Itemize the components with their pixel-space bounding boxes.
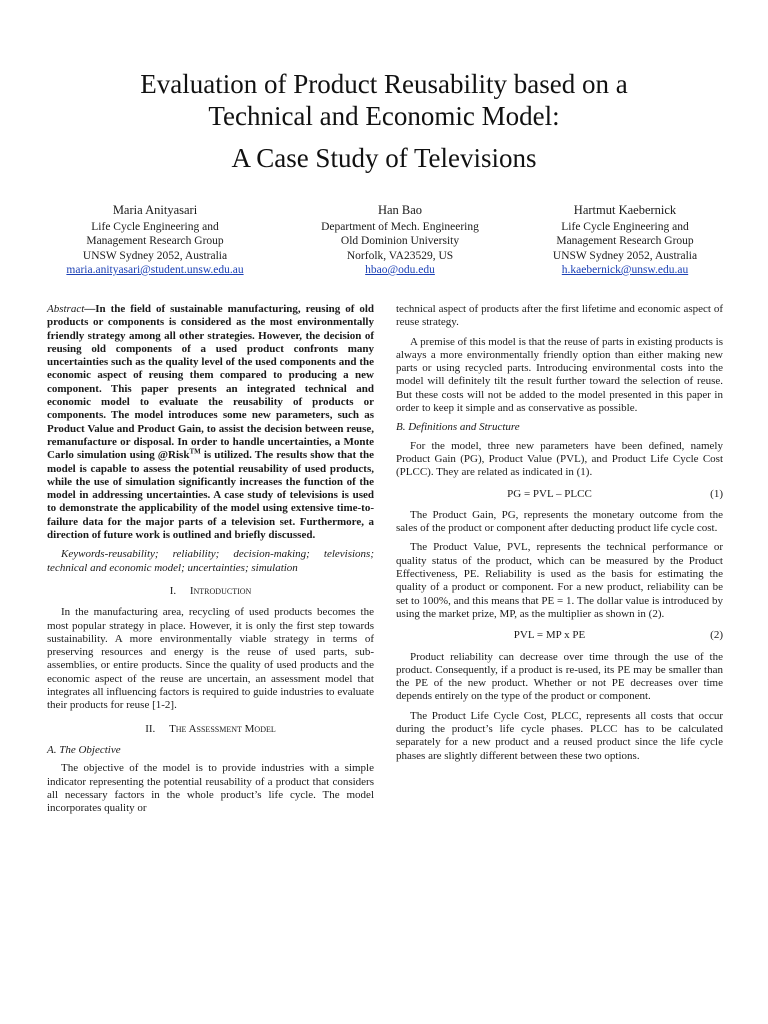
abstract-dash: — [84, 303, 96, 315]
paragraph: The Product Gain, PG, represents the monetary outcome from the sales of the product or component after deducting product life cycle cost. [396, 508, 723, 535]
section-title: Introduction [189, 584, 252, 597]
keywords: Keywords-reusability; reliability; decision-making; televisions; technical and economic model; uncertainties; simulation [47, 548, 374, 574]
paragraph: technical aspect of products after the first lifetime and economic aspect of reuse strategy. [396, 303, 723, 329]
section-number: II. [145, 722, 156, 735]
equation-1 [396, 488, 723, 501]
paper-title-line-2: Technical and Economic Model: [208, 101, 560, 131]
author-affiliation: Management Research Group [86, 235, 224, 248]
right-column [396, 303, 723, 769]
abstract [47, 303, 374, 542]
author-affiliation: Old Dominion University [340, 235, 460, 248]
equation-2 [396, 629, 723, 642]
paragraph: In the manufacturing area, recycling of used products becomes the most popular strategy in place. However, it is only the first step towards sustainability. A more environmentally viable strategy in terms of preserving resources and energy is the reuse of used parts, sub-assemblies, or entire products. Since the quality of used products and the economic aspect of the reuse are uncertain, an assessment model that integrates all influencing factors is required to guide industries to evaluate their products for reuse [1-2]. [47, 606, 374, 712]
paragraph: A premise of this model is that the reuse of parts in existing products is always a more environmentally friendly option than either making new parts or using recycled parts. Introducing environmental costs into the model will definitely tilt the result further toward the selection of reuse. But these costs will not be added to the model presented in this paper in order to keep it simple and as conservative as possible. [396, 335, 723, 415]
abstract-text-2: is utilized. The results show that the model is capable to assess the potential reusability of used products, while the use of simulation significantly increases the function of the model in addressing uncertainties. A case study of televisions is used to demonstrate the applicability of the model using extensive time-to-failure data for the major parts of a television set. Furthermore, a direction of future work is outlined and briefly discussed. [47, 449, 374, 542]
paragraph: The Product Life Cycle Cost, PLCC, represents all costs that occur during the product’s life cycle phases. PLCC has to be calculated separately for a new product and a reused product since the life cycle phases are slightly different between these two options. [396, 709, 723, 762]
section-heading-assessment-model [47, 723, 374, 736]
author-affiliation: Management Research Group [556, 235, 694, 248]
section-title: The Assessment Model [169, 722, 276, 735]
trademark-mark: TM [189, 447, 201, 456]
author-affiliation: Department of Mech. Engineering [321, 221, 479, 234]
author-name: Han Bao [377, 203, 423, 217]
author-name: Hartmut Kaebernick [573, 203, 677, 217]
equation-body: PG = PVL – PLCC [507, 487, 592, 500]
paragraph: Product reliability can decrease over time through the use of the product. Consequently, if a product is re-used, its PE may be smaller than the PE of the new product. Whether or not PE decreases over time depends entirely on the type of the product or component. [396, 650, 723, 703]
author-affiliation: Life Cycle Engineering and [561, 221, 689, 234]
author-email-link[interactable]: hbao@odu.edu [365, 263, 435, 276]
equation-body: PVL = MP x PE [513, 629, 586, 642]
subsection-heading-objective: A. The Objective [47, 743, 121, 756]
author-1 [30, 203, 280, 277]
author-name: Maria Anityasari [112, 203, 198, 217]
author-2 [270, 203, 530, 277]
author-email-link[interactable]: maria.anityasari@student.unsw.edu.au [66, 263, 244, 276]
abstract-label: Abstract [47, 303, 85, 315]
author-affiliation: Norfolk, VA23529, US [346, 249, 454, 262]
section-heading-introduction [47, 585, 374, 598]
section-number: I. [169, 584, 177, 597]
paper-title-line-3: A Case Study of Televisions [231, 143, 537, 173]
paragraph: For the model, three new parameters have been defined, namely Product Gain (PG), Product Value (PVL), and Product Life Cycle Cost (PLCC). They are related as indicated in (1). [396, 439, 723, 479]
author-email-link[interactable]: h.kaebernick@unsw.edu.au [561, 263, 689, 276]
abstract-text-1: In the field of sustainable manufacturing, reusing of old products or components is considered as the most environmentally friendly strategy among all other strategies. However, the decision of reusing old components of a used product confronts many uncertainties such as the quality level of the used components and the economic aspect of reusing them compared to producing a new component. This paper presents an integrated technical and economic model to evaluate the reusability of products or components. The model introduces some new parameters, such as Product Value and Product Gain, to assist the decision between reuse, remanufacture or disposal. In order to handle uncertainties, a Monte Carlo simulation using @Risk [47, 303, 374, 462]
author-affiliation: UNSW Sydney 2052, Australia [82, 249, 228, 262]
paper-title-line-1: Evaluation of Product Reusability based on a [140, 69, 628, 99]
subsection-heading-definitions: B. Definitions and Structure [396, 421, 520, 434]
equation-number: (1) [710, 487, 723, 500]
left-column [47, 303, 374, 821]
author-affiliation: Life Cycle Engineering and [91, 221, 219, 234]
author-affiliation: UNSW Sydney 2052, Australia [552, 249, 698, 262]
paragraph: The objective of the model is to provide industries with a simple indicator representing the potential reusability of a product that considers all necessary factors in the whole product’s life cycle. The model incorporates quality or [47, 762, 374, 815]
author-3 [500, 203, 750, 277]
equation-number: (2) [710, 629, 723, 642]
paragraph: The Product Value, PVL, represents the technical performance or quality status of the product, which can be measured by the Product Effectiveness, PE. Reliability is used as the basis for estimating the quality of a product or component. For a new product, reliability can be set to 100%, and this means that PE = 1. The dollar value is introduced by using the market prize, MP, as the multiplier as shown in (2). [396, 541, 723, 620]
